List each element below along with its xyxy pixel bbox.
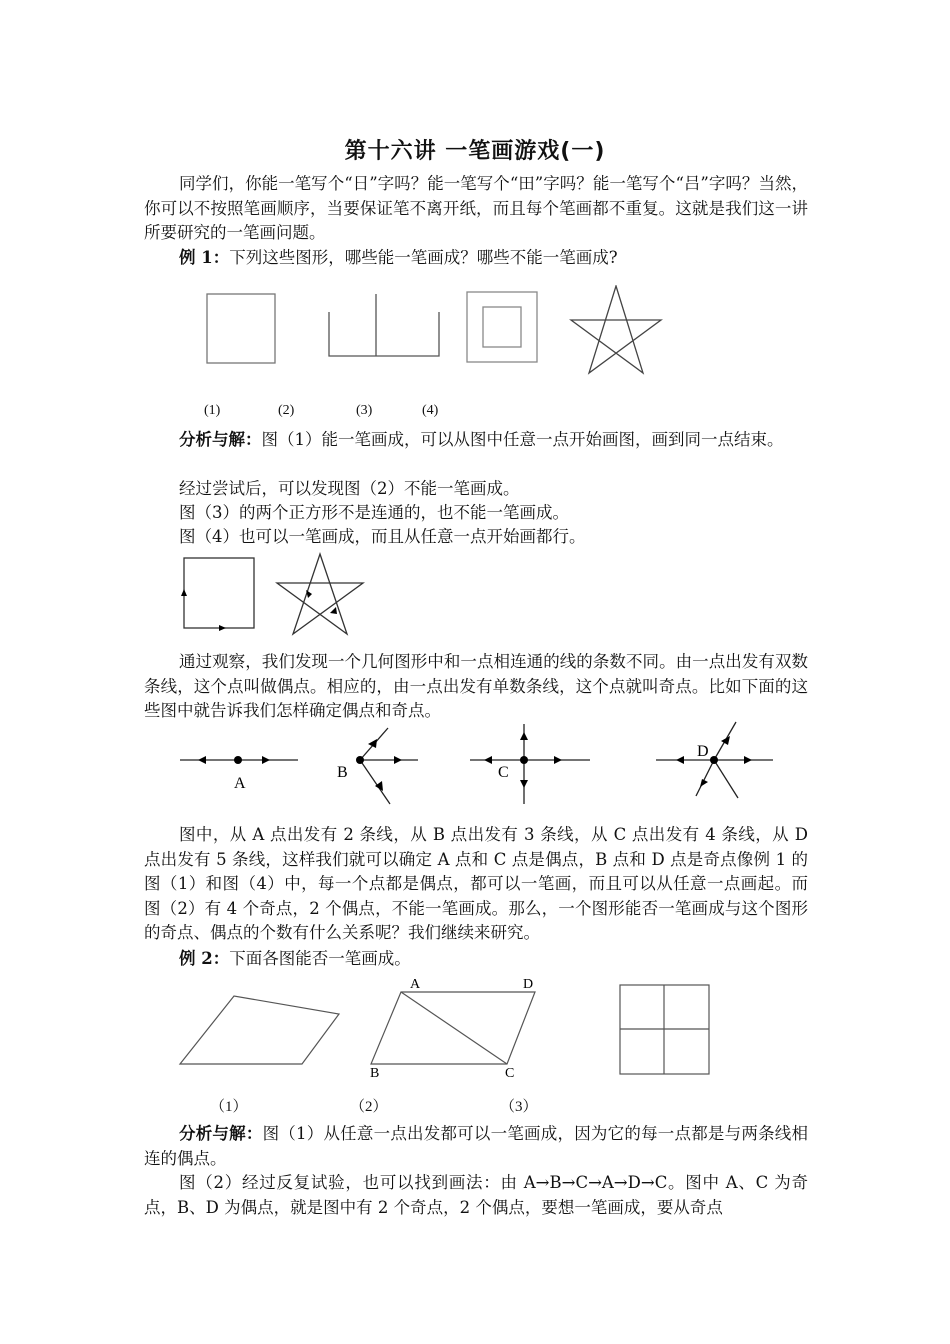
arrow-left-icon	[484, 756, 492, 764]
arrow-up-icon	[181, 589, 187, 596]
example2-caption-1: （1）	[210, 1099, 248, 1115]
analysis1-line2: 经过尝试后，可以发现图（2）不能一笔画成。	[179, 479, 520, 498]
vertex-b-label: B	[370, 1066, 380, 1081]
example1-caption-2: (2)	[278, 403, 295, 418]
example1-caption-3: (3)	[356, 403, 373, 418]
vertex-d-label: D	[523, 977, 534, 992]
analysis1-line4: 图（4）也可以一笔画成，而且从任意一点开始画都行。	[179, 527, 586, 546]
point-d-dot	[710, 756, 718, 764]
analysis1-label: 分析与解：	[179, 430, 262, 449]
vertex-c-label: C	[505, 1066, 515, 1081]
point-d-label: D	[697, 743, 709, 760]
analysis1-text: 图（1）能一笔画成，可以从图中任意一点开始画图，画到同一点结束。	[261, 430, 784, 449]
analysis2-label: 分析与解：	[179, 1124, 263, 1143]
vertex-a-label: A	[410, 977, 421, 992]
arrow-right-icon	[394, 756, 402, 764]
arrow-star-2-icon	[330, 607, 337, 614]
parallelogram-diagonal	[401, 992, 507, 1064]
point-a-dot	[234, 756, 242, 764]
example1-paragraph	[144, 246, 808, 271]
analysis1-line3: 图（3）的两个正方形不是连通的，也不能一笔画成。	[179, 503, 569, 522]
arrow-up-icon	[520, 732, 528, 740]
example2-caption-2: （2）	[350, 1099, 388, 1115]
page-title: 第十六讲 一笔画游戏(一)	[344, 139, 606, 164]
explanation-paragraph: 图中，从 A 点出发有 2 条线，从 B 点出发有 3 条线，从 C 点出发有 4 条线，从 D 点出发有 5 条线，这样我们就可以确定 A 点和 C 点是偶点，B 点和 D 点是奇点像例 1 的图（1）和图（4）中，每一个点都是偶点，都可以一笔画，而且可以从任意一点画起。而图（2）有 4 个奇点，2 个偶点，不能一笔画成。那么，一个图形能否一笔画成与这个图形的奇点、偶点的个数有什么关系呢？我们继续来研究。	[144, 825, 808, 942]
figure4-star	[571, 286, 661, 373]
figure2-shape	[329, 294, 439, 356]
traced-star	[277, 554, 363, 634]
arrow-down-icon	[520, 780, 528, 788]
point-d-line-down-left	[696, 760, 714, 796]
point-b-label: B	[337, 764, 348, 781]
arrow-right-icon	[744, 756, 752, 764]
example1-caption-4: (4)	[422, 403, 439, 418]
arrow-left-icon	[198, 756, 206, 764]
example1-text: 下列这些图形，哪些能一笔画成？哪些不能一笔画成?	[229, 248, 618, 267]
point-b-dot	[356, 756, 364, 764]
example2-paragraph	[144, 947, 808, 972]
figure3-inner-square	[483, 307, 521, 347]
figure3-outer-square	[467, 292, 537, 362]
point-b-line-down	[360, 760, 390, 804]
arrow-right-icon	[554, 756, 562, 764]
example1-figures	[195, 285, 675, 385]
arrow-right-icon	[262, 756, 270, 764]
quadrilateral	[180, 996, 339, 1064]
traced-square	[184, 558, 254, 628]
point-c-label: C	[498, 764, 509, 781]
arrow-down-left-icon	[700, 779, 708, 787]
point-c-dot	[520, 756, 528, 764]
example1-label: 例 1：	[179, 248, 230, 267]
analysis2-paragraph	[144, 1122, 808, 1171]
analysis2-line2: 图（2）经过反复试验，也可以找到画法：由 A→B→C→A→D→C。图中 A、C 为奇点，B、D 为偶点，就是图中有 2 个奇点，2 个偶点，要想一笔画成，要从奇点	[144, 1173, 808, 1217]
point-a-label: A	[234, 775, 246, 792]
analysis1-paragraph	[144, 428, 808, 453]
arrow-down-right-icon	[375, 781, 383, 791]
arrow-left-icon	[676, 756, 684, 764]
vertex-degree-figures	[170, 718, 790, 813]
arrow-right-icon	[219, 625, 226, 631]
example2-text: 下面各图能否一笔画成。	[229, 949, 411, 968]
example2-label: 例 2：	[179, 949, 230, 968]
observation-paragraph: 通过观察，我们发现一个几何图形中和一点相连通的线的条数不同。由一点出发有双数条线，这个点叫做偶点。相应的，由一点出发有单数条线，这个点就叫奇点。比如下面的这些图中就告诉我们怎样确定偶点和奇点。	[144, 652, 808, 720]
figure1-square	[207, 294, 275, 363]
arrow-up-right-icon	[721, 736, 730, 745]
example2-caption-3: （3）	[500, 1099, 538, 1115]
intro-paragraph: 同学们，你能一笔写个“日”字吗？能一笔写个“田”字吗？能一笔写个“吕”字吗？当然，你可以不按照笔画顺序，当要保证笔不离开纸，而且每个笔画都不重复。这就是我们这一讲所要研究的一笔画问题。	[144, 174, 808, 242]
example1-caption-1: (1)	[204, 403, 221, 418]
analysis2-text: 图（1）从任意一点出发都可以一笔画成，因为它的每一点都是与两条线相连的偶点。	[144, 1124, 809, 1168]
drawing-path-figures	[175, 552, 375, 642]
example2-figures	[170, 972, 730, 1087]
point-d-line-down-right	[714, 760, 738, 798]
